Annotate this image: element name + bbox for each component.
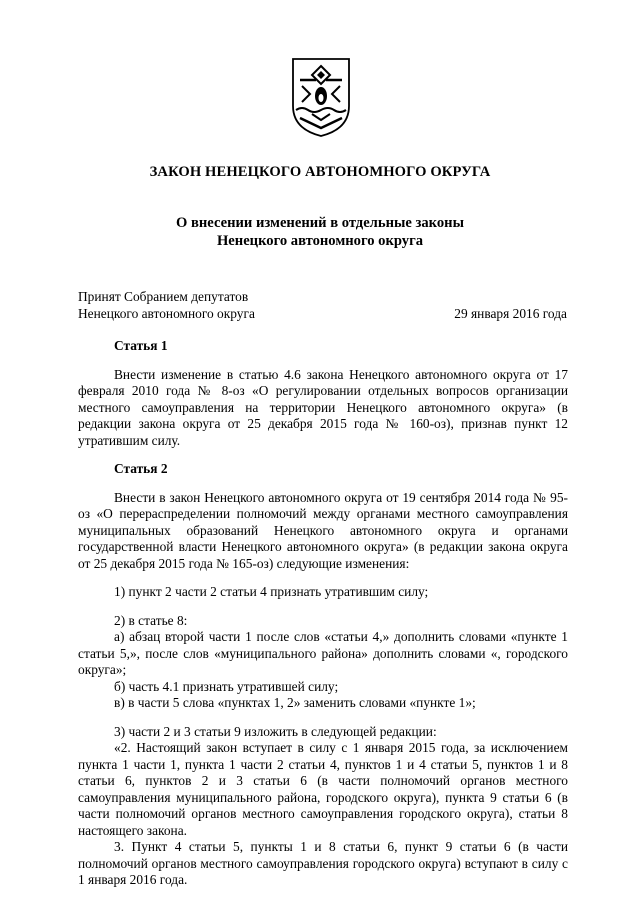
adopted-by-line: Принят Собранием депутатов bbox=[78, 289, 249, 304]
adoption-info bbox=[78, 288, 255, 322]
coat-of-arms-icon bbox=[290, 56, 352, 138]
law-subtitle bbox=[0, 214, 640, 250]
article-1-text: Внести изменение в статью 4.6 закона Ненецкого автономного округа от 17 февраля 2010 года № 8-оз «О регулировании отдельных вопросов организации местного самоуправления на территории Ненецкого автономного округа» (в редакции закона округа от 25 декабря 2015 года № 160-оз), признав пункт 12 утратившим силу. bbox=[78, 366, 568, 448]
law-body bbox=[78, 338, 568, 889]
amendment-quote: 3. Пункт 4 статьи 5, пункты 1 и 8 статьи 6, пункт 9 статьи 6 (в части полномочий органов местного самоуправления городского округа) вступают в силу с 1 января 2016 года. bbox=[78, 839, 568, 887]
amendment-subitem: в) в части 5 слова «пунктах 1, 2» заменить словами «пункте 1»; bbox=[114, 695, 476, 710]
amendment-item: 3) части 2 и 3 статьи 9 изложить в следующей редакции: bbox=[114, 723, 437, 739]
article-2-intro: Внести в закон Ненецкого автономного округа от 19 сентября 2014 года № 95-оз «О перераспределении полномочий между органами местного самоуправления муниципальных образований Ненецкого автономного округа и органами государственной власти Ненецкого автономного округа» (в редакции закона округа от 25 декабря 2015 года № 165-оз) следующие изменения: bbox=[78, 489, 568, 571]
amendment-subitem: б) часть 4.1 признать утратившей силу; bbox=[114, 678, 339, 694]
subtitle-line: О внесении изменений в отдельные законы bbox=[176, 215, 464, 231]
article-1-heading: Статья 1 bbox=[114, 338, 168, 353]
amendment-item: 1) пункт 2 части 2 статьи 4 признать утратившим силу; bbox=[114, 584, 429, 599]
adopted-by-line: Ненецкого автономного округа bbox=[78, 306, 255, 321]
article-2-heading: Статья 2 bbox=[114, 461, 168, 476]
adoption-date: 29 января 2016 года bbox=[454, 306, 567, 321]
law-title: ЗАКОН НЕНЕЦКОГО АВТОНОМНОГО ОКРУГА bbox=[149, 164, 491, 180]
subtitle-line: Ненецкого автономного округа bbox=[216, 233, 424, 249]
amendment-subitem: а) абзац второй части 1 после слов «статьи 4,» дополнить словами «пункте 1 статьи 5,», после слов «муниципального района» дополнить словами «, городского округа»; bbox=[78, 629, 568, 677]
amendment-item: 2) в статье 8: bbox=[114, 612, 188, 628]
amendment-quote: «2. Настоящий закон вступает в силу с 1 января 2015 года, за исключением пункта 1 части 1, пункта 1 части 2 статьи 4, пунктов 1 и 4 статьи 5, пунктов 1 и 8 статьи 6, пунктов 2 и 3 статьи 6 (в части полномочий органов местного самоуправления муниципального района, городского округа), пункта 9 статьи 6 (в части полномочий органов местного самоуправления городского округа), статьи 8 настоящего закона. bbox=[78, 740, 568, 838]
